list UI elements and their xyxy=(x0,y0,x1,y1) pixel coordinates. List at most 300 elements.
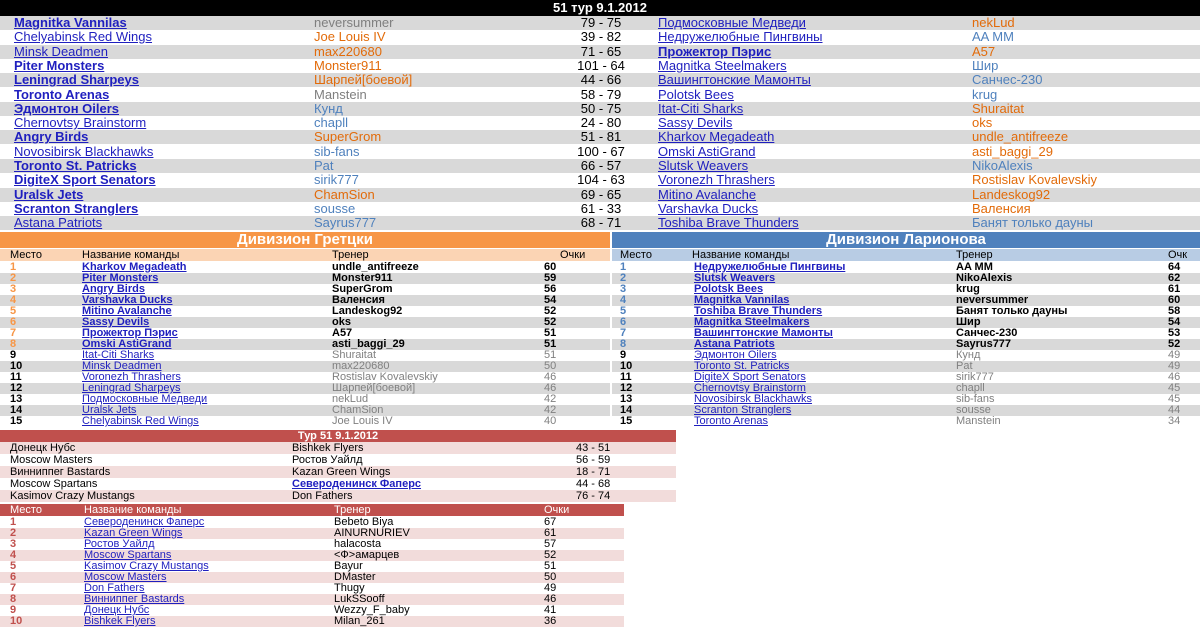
larionov-standings-row xyxy=(612,262,1200,273)
home-coach: Joe Louis IV xyxy=(314,30,386,45)
gretzky-team-link[interactable]: Mitino Avalanche xyxy=(82,306,172,317)
tour-header-row xyxy=(0,504,624,516)
gretzky-points: 46 xyxy=(544,372,557,383)
home-team-link[interactable]: Chelyabinsk Red Wings xyxy=(14,30,153,45)
match-row xyxy=(0,159,1200,173)
larionov-place: 4 xyxy=(620,295,627,306)
gretzky-coach: undle_antifreeze xyxy=(332,262,419,273)
tour-coach: halacosta xyxy=(334,539,382,550)
tour-section xyxy=(0,430,676,630)
tour-points: 46 xyxy=(544,594,557,605)
away-coach: oks xyxy=(972,116,993,131)
gretzky-coach: nekLud xyxy=(332,394,369,405)
tour-points: 36 xyxy=(544,616,557,627)
tour-coach: Milan_261 xyxy=(334,616,385,627)
away-team-link[interactable]: Вашингтонские Мамонты xyxy=(658,73,811,88)
gretzky-team-link[interactable]: Angry Birds xyxy=(82,284,145,295)
larionov-standings-row xyxy=(612,416,1200,427)
larionov-points: 58 xyxy=(1168,306,1181,317)
away-team-link[interactable]: Toshiba Brave Thunders xyxy=(658,216,799,231)
gretzky-standings-row xyxy=(0,361,610,372)
match-row xyxy=(0,173,1200,187)
larionov-team-link[interactable]: DigiteX Sport Senators xyxy=(694,372,806,383)
match-row xyxy=(0,102,1200,116)
match-score: 39 - 82 xyxy=(580,30,622,45)
home-coach: sousse xyxy=(314,201,356,216)
tour-score: 56 - 59 xyxy=(576,454,611,466)
gretzky-standings-row xyxy=(0,328,610,339)
away-coach: Rostislav Kovalevskiy xyxy=(972,173,1097,188)
tour-title: Тур 51 9.1.2012 xyxy=(0,430,676,442)
tour-coach: LukSSooff xyxy=(334,594,385,605)
larionov-standings-row xyxy=(612,284,1200,295)
tour-match-row xyxy=(0,454,676,466)
gretzky-points: 60 xyxy=(544,262,557,273)
home-team-link[interactable]: Toronto Arenas xyxy=(14,87,110,102)
tour-team-link[interactable]: Винниппег Bastards xyxy=(84,594,185,605)
larionov-coach: sirik777 xyxy=(956,372,994,383)
gretzky-points: 56 xyxy=(544,284,557,295)
gretzky-standings-row xyxy=(0,416,610,427)
home-team-link[interactable]: Piter Monsters xyxy=(14,58,105,73)
home-coach: Кунд xyxy=(314,101,343,116)
gretzky-points: 51 xyxy=(544,328,557,339)
larionov-points: 62 xyxy=(1168,273,1181,284)
tour-header-team: Название команды xyxy=(84,504,182,516)
larionov-points: 46 xyxy=(1168,372,1181,383)
gretzky-header-coach: Тренер xyxy=(332,249,369,261)
larionov-header-coach: Тренер xyxy=(956,249,993,261)
away-coach: nekLud xyxy=(972,16,1015,30)
match-row xyxy=(0,73,1200,87)
tour-coach: Wezzy_F_baby xyxy=(334,605,410,616)
tour-standings-row xyxy=(0,539,624,550)
larionov-header-place: Место xyxy=(620,249,652,261)
home-coach: neversummer xyxy=(314,16,394,30)
away-team-link[interactable]: Kharkov Megadeath xyxy=(658,130,775,145)
away-team-link[interactable]: Varshavka Ducks xyxy=(658,201,759,216)
tour-coach: Bayur xyxy=(334,561,363,572)
tour-away-team: Don Fathers xyxy=(292,490,353,502)
away-team-link[interactable]: Sassy Devils xyxy=(658,116,733,131)
gretzky-team-link[interactable]: Itat-Citi Sharks xyxy=(82,350,155,361)
home-coach: Monster911 xyxy=(314,58,382,73)
larionov-team-link[interactable]: Эдмонтон Oilers xyxy=(694,350,777,361)
tour-team-link[interactable]: Североденинск Фаперс xyxy=(84,517,205,528)
gretzky-division-title: Дивизион Гретцки xyxy=(0,232,610,248)
home-coach: max220680 xyxy=(314,44,382,59)
gretzky-team-link[interactable]: Kharkov Megadeath xyxy=(82,262,187,273)
tour-team-link[interactable]: Don Fathers xyxy=(84,583,145,594)
larionov-coach: Банят только дауны xyxy=(956,306,1068,317)
larionov-team-link[interactable]: Astana Patriots xyxy=(694,339,775,350)
larionov-team-link[interactable]: Недружелюбные Пингвины xyxy=(694,262,846,273)
larionov-standings-row xyxy=(612,361,1200,372)
larionov-points: 54 xyxy=(1168,317,1181,328)
home-team-link[interactable]: Chernovtsy Brainstorm xyxy=(14,116,147,131)
gretzky-team-link[interactable]: Uralsk Jets xyxy=(82,405,137,416)
larionov-team-link[interactable]: Chernovtsy Brainstorm xyxy=(694,383,806,394)
larionov-points: 44 xyxy=(1168,405,1181,416)
gretzky-points: 52 xyxy=(544,317,557,328)
tour-match-row xyxy=(0,478,676,490)
away-team-link[interactable]: Подмосковные Медведи xyxy=(658,16,806,30)
match-score: 44 - 66 xyxy=(580,73,622,88)
tour-points: 41 xyxy=(544,605,557,616)
gretzky-coach: Shuraitat xyxy=(332,350,377,361)
larionov-header-pts: Очк xyxy=(1168,249,1188,261)
tour-points: 67 xyxy=(544,517,557,528)
tour-away-team: Ростов Уайлд xyxy=(292,454,363,466)
home-team-link[interactable]: Novosibirsk Blackhawks xyxy=(14,144,154,159)
larionov-standings-row xyxy=(612,372,1200,383)
tour-away-team: Kazan Green Wings xyxy=(292,466,391,478)
home-team-link[interactable]: Angry Birds xyxy=(14,130,89,145)
tour-home-team: Донецк Нубс xyxy=(10,442,76,454)
away-team-link[interactable]: Polotsk Bees xyxy=(658,87,734,102)
away-team-link[interactable]: Slutsk Weavers xyxy=(658,159,749,173)
gretzky-points: 54 xyxy=(544,295,557,306)
gretzky-points: 50 xyxy=(544,361,557,372)
gretzky-place: 15 xyxy=(10,416,23,427)
larionov-team-link[interactable]: Novosibirsk Blackhawks xyxy=(694,394,812,405)
gretzky-division xyxy=(0,232,610,428)
larionov-standings-row xyxy=(612,339,1200,350)
tour-standings-row xyxy=(0,594,624,605)
away-team-link[interactable]: Прожектор Пэрис xyxy=(658,44,772,59)
tour-home-team: Moscow Spartans xyxy=(10,478,98,490)
larionov-header-team: Название команды xyxy=(692,249,790,261)
gretzky-header-team: Название команды xyxy=(82,249,180,261)
gretzky-place: 12 xyxy=(10,383,23,394)
larionov-coach: sib-fans xyxy=(956,394,995,405)
tour-header-pts: Очки xyxy=(544,504,570,516)
larionov-coach: Кунд xyxy=(956,350,981,361)
tour-standings-row xyxy=(0,550,624,561)
tour-coach: <Ф>амарцев xyxy=(334,550,400,561)
gretzky-team-link[interactable]: Подмосковные Медведи xyxy=(82,394,208,405)
gretzky-points: 46 xyxy=(544,383,557,394)
gretzky-team-link[interactable]: Varshavka Ducks xyxy=(82,295,173,306)
larionov-points: 52 xyxy=(1168,339,1181,350)
gretzky-points: 42 xyxy=(544,394,557,405)
tour-home-team: Moscow Masters xyxy=(10,454,93,466)
tour-score: 43 - 51 xyxy=(576,442,611,454)
larionov-points: 64 xyxy=(1168,262,1181,273)
away-coach: NikoAlexis xyxy=(972,159,1033,173)
away-coach: Банят только дауны xyxy=(972,216,1094,231)
match-score: 101 - 64 xyxy=(577,58,625,73)
match-score: 24 - 80 xyxy=(580,116,622,131)
gretzky-points: 51 xyxy=(544,339,557,350)
home-coach: Шарпей[боевой] xyxy=(314,73,413,88)
gretzky-team-link[interactable]: Chelyabinsk Red Wings xyxy=(82,416,199,427)
away-team-link[interactable]: Недружелюбные Пингвины xyxy=(658,30,823,45)
away-coach: Шир xyxy=(972,58,999,73)
home-coach: SuperGrom xyxy=(314,130,382,145)
tour-place: 8 xyxy=(10,594,17,605)
larionov-place: 14 xyxy=(620,405,633,416)
larionov-division xyxy=(612,232,1200,428)
away-team-link[interactable]: Mitino Avalanche xyxy=(658,187,757,202)
match-row xyxy=(0,45,1200,59)
larionov-place: 5 xyxy=(620,306,627,317)
tour-place: 5 xyxy=(10,561,17,572)
larionov-team-link[interactable]: Polotsk Bees xyxy=(694,284,764,295)
away-coach: krug xyxy=(972,87,998,102)
larionov-team-link[interactable]: Magnitka Vannilas xyxy=(694,295,790,306)
match-score: 51 - 81 xyxy=(580,130,622,145)
larionov-standings-row xyxy=(612,383,1200,394)
gretzky-team-link[interactable]: Прожектор Пэрис xyxy=(82,328,178,339)
match-row xyxy=(0,130,1200,144)
gretzky-coach: Валенсия xyxy=(332,295,385,306)
tour-standings-row xyxy=(0,517,624,528)
gretzky-place: 4 xyxy=(10,295,17,306)
larionov-team-link[interactable]: Toronto Arenas xyxy=(694,416,768,427)
gretzky-place: 10 xyxy=(10,361,23,372)
tour-team-link[interactable]: Bishkek Flyers xyxy=(84,616,156,627)
larionov-team-link[interactable]: Вашингтонские Мамонты xyxy=(694,328,833,339)
away-team-link[interactable]: Voronezh Thrashers xyxy=(658,173,775,188)
gretzky-place: 6 xyxy=(10,317,17,328)
match-score: 58 - 79 xyxy=(580,87,622,102)
tour-points: 50 xyxy=(544,572,557,583)
gretzky-coach: ChamSion xyxy=(332,405,384,416)
tour-header-coach: Тренер xyxy=(334,504,371,516)
tour-standings-row xyxy=(0,605,624,616)
tour-team-link[interactable]: Kazan Green Wings xyxy=(84,528,183,539)
tour-match-row xyxy=(0,466,676,478)
away-coach: Shuraitat xyxy=(972,101,1025,116)
larionov-points: 61 xyxy=(1168,284,1181,295)
larionov-points: 49 xyxy=(1168,361,1181,372)
larionov-standings-row xyxy=(612,306,1200,317)
larionov-place: 15 xyxy=(620,416,633,427)
larionov-coach: chapll xyxy=(956,383,985,394)
larionov-standings-row xyxy=(612,394,1200,405)
tour-match-row xyxy=(0,442,676,454)
away-team-link[interactable]: Omski AstiGrand xyxy=(658,144,756,159)
tour-place: 6 xyxy=(10,572,17,583)
gretzky-coach: Monster911 xyxy=(332,273,393,284)
tour-away-team[interactable]: Североденинск Фаперс xyxy=(292,478,422,490)
home-coach: chapll xyxy=(314,116,348,131)
larionov-points: 45 xyxy=(1168,383,1181,394)
home-team-link[interactable]: Эдмонтон Oilers xyxy=(14,101,120,116)
tour-standings-row xyxy=(0,528,624,539)
larionov-division-title: Дивизион Ларионова xyxy=(612,232,1200,248)
away-coach: Landeskog92 xyxy=(972,187,1051,202)
match-score: 100 - 67 xyxy=(577,144,625,159)
home-team-link[interactable]: Astana Patriots xyxy=(14,216,103,231)
gretzky-standings-row xyxy=(0,262,610,273)
larionov-coach: Шир xyxy=(956,317,981,328)
larionov-coach: Manstein xyxy=(956,416,1001,427)
gretzky-standings-row xyxy=(0,317,610,328)
match-row xyxy=(0,202,1200,216)
match-score: 61 - 33 xyxy=(580,201,622,216)
larionov-points: 45 xyxy=(1168,394,1181,405)
match-row xyxy=(0,88,1200,102)
tour-points: 61 xyxy=(544,528,557,539)
gretzky-coach: SuperGrom xyxy=(332,284,393,295)
larionov-standings-row xyxy=(612,317,1200,328)
gretzky-team-link[interactable]: Minsk Deadmen xyxy=(82,361,162,372)
tour-place: 1 xyxy=(10,517,17,528)
home-coach: ChamSion xyxy=(314,187,375,202)
larionov-coach: krug xyxy=(956,284,980,295)
gretzky-header-row xyxy=(0,249,610,261)
home-team-link[interactable]: Toronto St. Patricks xyxy=(14,159,137,173)
gretzky-place: 7 xyxy=(10,328,17,339)
larionov-standings-row xyxy=(612,295,1200,306)
home-coach: Manstein xyxy=(314,87,367,102)
tour-standings-row xyxy=(0,616,624,627)
gretzky-coach: Joe Louis IV xyxy=(332,416,393,427)
away-team-link[interactable]: Itat-Citi Sharks xyxy=(658,101,744,116)
larionov-place: 13 xyxy=(620,394,633,405)
tour-place: 4 xyxy=(10,550,17,561)
match-row xyxy=(0,116,1200,130)
gretzky-header-place: Место xyxy=(10,249,42,261)
tour-team-link[interactable]: Ростов Уайлд xyxy=(84,539,155,550)
gretzky-standings-row xyxy=(0,372,610,383)
larionov-standings-row xyxy=(612,328,1200,339)
larionov-points: 60 xyxy=(1168,295,1181,306)
gretzky-team-link[interactable]: Piter Monsters xyxy=(82,273,159,284)
larionov-coach: NikoAlexis xyxy=(956,273,1013,284)
away-coach: A57 xyxy=(972,44,996,59)
home-coach: sib-fans xyxy=(314,144,360,159)
home-coach: Sayrus777 xyxy=(314,216,377,231)
gretzky-place: 11 xyxy=(10,372,22,383)
gretzky-coach: max220680 xyxy=(332,361,390,372)
gretzky-team-link[interactable]: Sassy Devils xyxy=(82,317,150,328)
gretzky-team-link[interactable]: Leningrad Sharpeys xyxy=(82,383,181,394)
larionov-team-link[interactable]: Toshiba Brave Thunders xyxy=(694,306,823,317)
tour-home-team: Винниппег Bastards xyxy=(10,466,111,478)
gretzky-team-link[interactable]: Voronezh Thrashers xyxy=(82,372,181,383)
larionov-points: 34 xyxy=(1168,416,1181,427)
home-team-link[interactable]: Leningrad Sharpeys xyxy=(14,73,139,88)
tour-coach: Bebeto Biya xyxy=(334,517,394,528)
gretzky-points: 59 xyxy=(544,273,557,284)
home-team-link[interactable]: DigiteX Sport Senators xyxy=(14,173,156,188)
larionov-team-link[interactable]: Slutsk Weavers xyxy=(694,273,776,284)
larionov-points: 53 xyxy=(1168,328,1181,339)
gretzky-points: 42 xyxy=(544,405,557,416)
gretzky-place: 14 xyxy=(10,405,23,416)
gretzky-standings-row xyxy=(0,394,610,405)
gretzky-standings-row xyxy=(0,350,610,361)
match-row xyxy=(0,145,1200,159)
match-score: 71 - 65 xyxy=(580,44,622,59)
tour-score: 76 - 74 xyxy=(576,490,611,502)
larionov-place: 7 xyxy=(620,328,627,339)
gretzky-place: 3 xyxy=(10,284,17,295)
home-coach: Pat xyxy=(314,159,334,173)
tour-place: 10 xyxy=(10,616,23,627)
home-team-link[interactable]: Magnitka Vannilas xyxy=(14,16,127,30)
larionov-place: 8 xyxy=(620,339,627,350)
gretzky-standings-row xyxy=(0,405,610,416)
gretzky-coach: asti_baggi_29 xyxy=(332,339,405,350)
larionov-place: 12 xyxy=(620,383,633,394)
match-row xyxy=(0,188,1200,202)
home-team-link[interactable]: Uralsk Jets xyxy=(14,187,84,202)
tour-coach: AINURNURIEV xyxy=(334,528,410,539)
gretzky-header-pts: Очки xyxy=(560,249,586,261)
gretzky-place: 8 xyxy=(10,339,17,350)
larionov-coach: sousse xyxy=(956,405,991,416)
larionov-team-link[interactable]: Toronto St. Patricks xyxy=(694,361,790,372)
gretzky-standings-row xyxy=(0,339,610,350)
larionov-standings-row xyxy=(612,350,1200,361)
home-team-link[interactable]: Minsk Deadmen xyxy=(14,44,108,59)
match-row xyxy=(0,16,1200,30)
tour-points: 52 xyxy=(544,550,557,561)
match-row xyxy=(0,216,1200,230)
tour-team-link[interactable]: Moscow Spartans xyxy=(84,550,172,561)
tour-place: 2 xyxy=(10,528,17,539)
larionov-points: 49 xyxy=(1168,350,1181,361)
gretzky-standings-row xyxy=(0,383,610,394)
match-score: 69 - 65 xyxy=(580,187,622,202)
match-row xyxy=(0,59,1200,73)
gretzky-coach: Rostislav Kovalevskiy xyxy=(332,372,438,383)
gretzky-place: 2 xyxy=(10,273,17,284)
tour-points: 57 xyxy=(544,539,557,550)
away-team-link[interactable]: Magnitka Steelmakers xyxy=(658,58,787,73)
match-row xyxy=(0,30,1200,44)
gretzky-coach: Landeskog92 xyxy=(332,306,403,317)
round-title: 51 тур 9.1.2012 xyxy=(0,0,1200,16)
tour-team-link[interactable]: Донецк Нубс xyxy=(84,605,150,616)
tour-team-link[interactable]: Moscow Masters xyxy=(84,572,167,583)
larionov-place: 10 xyxy=(620,361,633,372)
tour-standings-row xyxy=(0,561,624,572)
tour-standings-row xyxy=(0,583,624,594)
larionov-coach: Sayrus777 xyxy=(956,339,1012,350)
home-team-link[interactable]: Scranton Stranglers xyxy=(14,201,139,216)
gretzky-team-link[interactable]: Omski AstiGrand xyxy=(82,339,172,350)
tour-away-team: Bishkek Flyers xyxy=(292,442,364,454)
larionov-place: 1 xyxy=(620,262,627,273)
larionov-place: 11 xyxy=(620,372,632,383)
gretzky-standings-row xyxy=(0,306,610,317)
gretzky-place: 9 xyxy=(10,350,17,361)
tour-coach: DMaster xyxy=(334,572,376,583)
home-coach: sirik777 xyxy=(314,173,359,188)
larionov-coach: Санчес-230 xyxy=(956,328,1018,339)
larionov-place: 2 xyxy=(620,273,627,284)
match-score: 68 - 71 xyxy=(580,216,622,231)
gretzky-place: 13 xyxy=(10,394,23,405)
match-score: 104 - 63 xyxy=(577,173,625,188)
larionov-coach: neversummer xyxy=(956,295,1029,306)
away-coach: undle_antifreeze xyxy=(972,130,1069,145)
gretzky-coach: Шарпей[боевой] xyxy=(332,383,416,394)
tour-match-row xyxy=(0,490,676,502)
larionov-team-link[interactable]: Scranton Stranglers xyxy=(694,405,792,416)
larionov-team-link[interactable]: Magnitka Steelmakers xyxy=(694,317,810,328)
gretzky-points: 52 xyxy=(544,306,557,317)
larionov-coach: Pat xyxy=(956,361,973,372)
match-score: 66 - 57 xyxy=(580,159,622,173)
tour-team-link[interactable]: Kasimov Crazy Mustangs xyxy=(84,561,209,572)
tour-score: 18 - 71 xyxy=(576,466,611,478)
